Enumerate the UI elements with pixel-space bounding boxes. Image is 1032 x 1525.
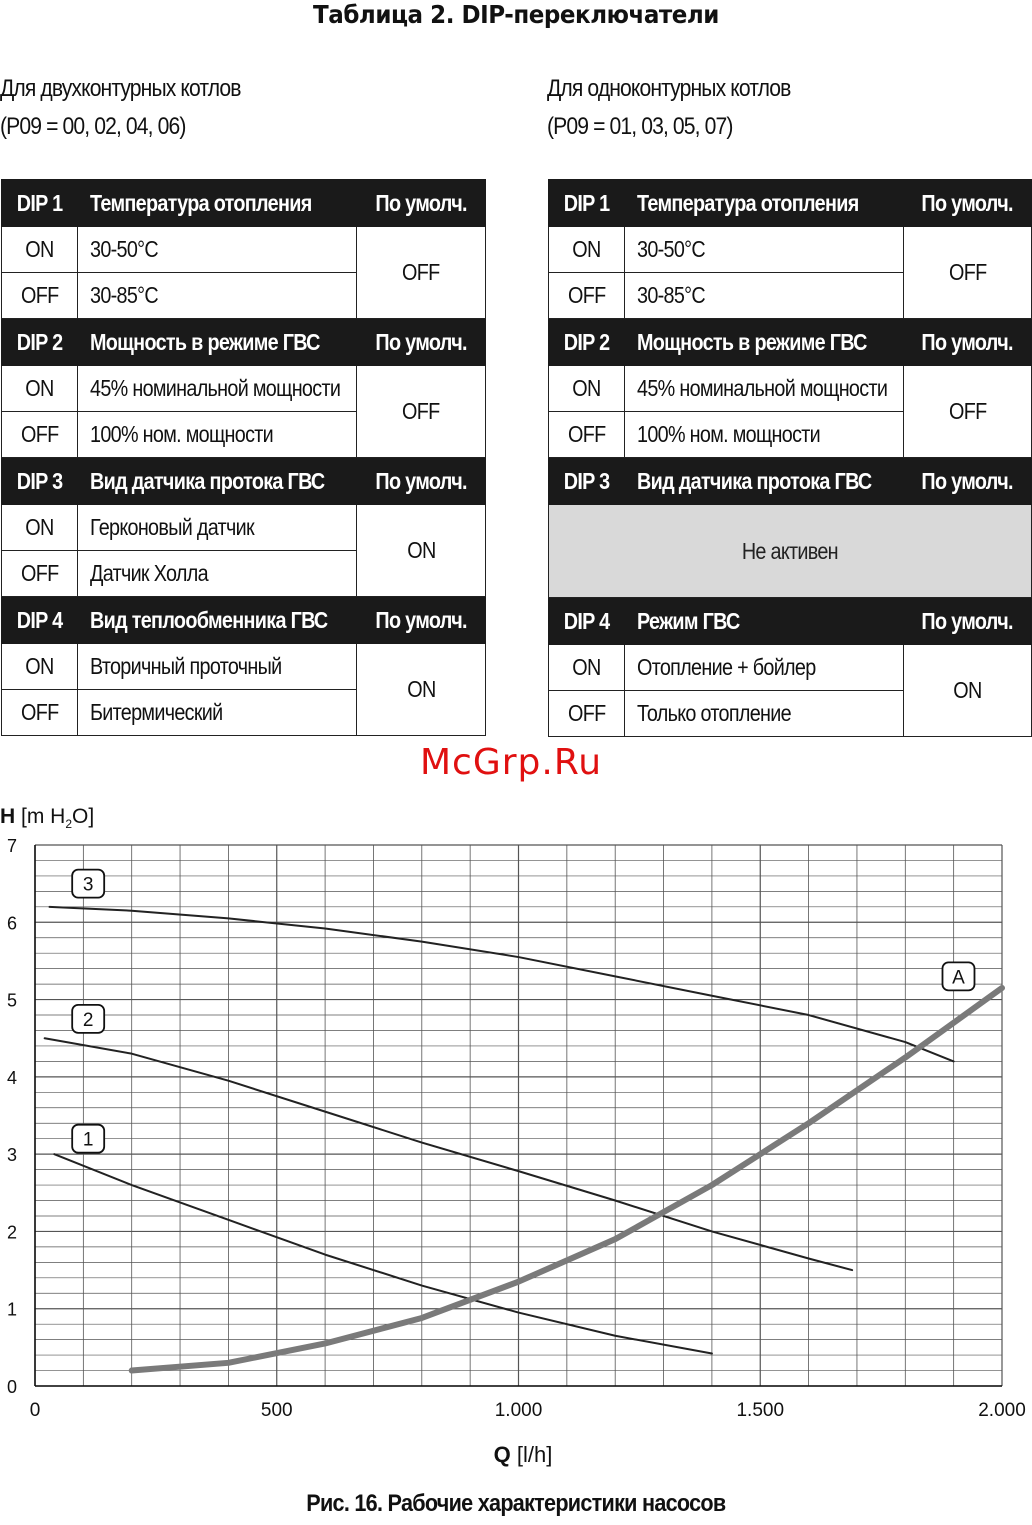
cell-text: DIP 1 — [16, 189, 63, 216]
cell-text: OFF — [567, 282, 606, 308]
series-label-text: 2 — [82, 1009, 94, 1031]
option-description-cell — [625, 273, 904, 319]
dip-number-cell — [2, 458, 78, 505]
cell-text: 30-50°C — [637, 236, 705, 262]
pump-characteristics-chart — [0, 795, 1032, 1475]
x-tick-label: 500 — [260, 1400, 293, 1421]
dip-function-cell — [78, 180, 357, 227]
table-header-row — [549, 598, 1032, 645]
caption-text: Рис. 16. Рабочие характеристики насосов — [306, 1490, 726, 1517]
default-header-cell — [904, 180, 1032, 227]
cell-text: Вид теплообменника ГВС — [90, 606, 328, 633]
cell-text: По умолч. — [921, 189, 1014, 216]
option-description-cell — [78, 505, 357, 551]
option-description-cell — [625, 645, 904, 691]
cell-text: ON — [953, 677, 982, 703]
y-tick-label: 3 — [6, 1145, 18, 1166]
table-header-row — [2, 319, 486, 366]
default-header-cell — [904, 458, 1032, 505]
series-label-text: 3 — [82, 874, 94, 896]
y-tick-label: 4 — [6, 1067, 18, 1088]
dip-function-cell — [625, 319, 904, 366]
inactive-cell — [549, 505, 1032, 598]
dip-number-cell — [2, 597, 78, 644]
dip-number-cell — [2, 180, 78, 227]
cell-text: Вид датчика протока ГВС — [637, 467, 872, 494]
cell-text: Битермический — [90, 699, 223, 725]
x-tick-label: 1.500 — [736, 1400, 785, 1421]
x-tick-label: 1.000 — [494, 1400, 543, 1421]
cell-text: ON — [572, 654, 601, 680]
option-description-cell — [625, 691, 904, 737]
default-header-cell — [357, 458, 486, 505]
x-tick-label: 0 — [29, 1400, 41, 1421]
cell-text: DIP 4 — [563, 607, 610, 634]
dip-function-cell — [78, 597, 357, 644]
option-description-cell — [625, 366, 904, 412]
default-value-cell — [904, 645, 1032, 737]
y-tick-label: 2 — [6, 1222, 18, 1243]
dip-function-cell — [78, 319, 357, 366]
cell-text: ON — [25, 236, 54, 262]
cell-text: DIP 4 — [16, 606, 63, 633]
table-row — [2, 366, 486, 412]
default-value-cell — [904, 366, 1032, 458]
cell-text: 30-85°C — [637, 282, 705, 308]
default-value-cell — [904, 227, 1032, 319]
cell-text: По умолч. — [375, 189, 467, 216]
option-description-cell — [78, 412, 357, 458]
y-axis-label: H [m $H_2O$] — [0, 805, 95, 831]
cell-text: ON — [25, 375, 54, 401]
cell-text: По умолч. — [375, 467, 467, 494]
switch-state-cell — [2, 505, 78, 551]
dip-function-cell — [625, 458, 904, 505]
cell-text: По умолч. — [375, 328, 467, 355]
default-header-cell — [904, 319, 1032, 366]
default-header-cell — [904, 598, 1032, 645]
cell-text: Герконовый датчик — [90, 514, 254, 540]
dip-function-cell — [625, 598, 904, 645]
cell-text: Не активен — [741, 537, 839, 564]
table-header-row — [549, 458, 1032, 505]
y-tick-label: 6 — [6, 913, 18, 934]
table-header-row — [2, 597, 486, 644]
cell-text: Отопление + бойлер — [637, 654, 816, 680]
cell-text: 30-85°C — [90, 282, 158, 308]
cell-text: DIP 3 — [16, 467, 63, 494]
dip-function-cell — [625, 180, 904, 227]
series-line-1 — [54, 1154, 712, 1353]
cell-text: OFF — [20, 560, 59, 586]
x-axis-label: Q [l/h] — [493, 1442, 553, 1467]
option-description-cell — [78, 551, 357, 597]
default-header-cell — [357, 597, 486, 644]
x-tick-label: 2.000 — [978, 1400, 1026, 1421]
default-header-cell — [357, 319, 486, 366]
dip-number-cell — [549, 180, 625, 227]
cell-text: Только отопление — [637, 700, 791, 726]
cell-text: OFF — [948, 259, 987, 285]
dip-number-cell — [549, 598, 625, 645]
table-row — [2, 644, 486, 690]
cell-text: 30-50°C — [90, 236, 158, 262]
cell-text: Мощность в режиме ГВС — [637, 328, 867, 355]
switch-state-cell — [549, 412, 625, 458]
switch-state-cell — [2, 644, 78, 690]
dip-number-cell — [2, 319, 78, 366]
table-header-row — [2, 458, 486, 505]
table-row — [549, 227, 1032, 273]
cell-text: ON — [406, 537, 436, 563]
y-tick-label: 7 — [6, 836, 18, 856]
table-header-row — [2, 180, 486, 227]
figure-caption — [0, 1490, 1032, 1518]
page-title: Таблица 2. DIP-переключатели — [313, 0, 719, 29]
left-heading-line2: (P09 = 00, 02, 04, 06) — [0, 113, 186, 140]
cell-text: DIP 2 — [16, 328, 63, 355]
option-description-cell — [625, 227, 904, 273]
cell-text: ON — [572, 236, 601, 262]
dip-table-dual-circuit — [1, 179, 486, 736]
switch-state-cell — [2, 690, 78, 736]
table-header-row — [549, 180, 1032, 227]
cell-text: OFF — [20, 421, 59, 447]
cell-text: OFF — [567, 700, 606, 726]
cell-text: OFF — [20, 282, 59, 308]
switch-state-cell — [549, 691, 625, 737]
cell-text: OFF — [402, 398, 440, 424]
default-value-cell — [357, 366, 486, 458]
cell-text: DIP 1 — [563, 189, 610, 216]
cell-text: DIP 2 — [563, 328, 610, 355]
option-description-cell — [78, 690, 357, 736]
cell-text: OFF — [20, 699, 59, 725]
cell-text: DIP 3 — [563, 467, 610, 494]
cell-text: OFF — [402, 259, 440, 285]
switch-state-cell — [549, 366, 625, 412]
cell-text: ON — [406, 676, 436, 702]
dip-function-cell — [78, 458, 357, 505]
series-label-text: 1 — [82, 1129, 94, 1151]
cell-text: 45% номинальной мощности — [90, 375, 341, 401]
option-description-cell — [625, 412, 904, 458]
switch-state-cell — [2, 551, 78, 597]
cell-text: 100% ном. мощности — [637, 421, 821, 447]
default-value-cell — [357, 227, 486, 319]
cell-text: Вторичный проточный — [90, 653, 282, 679]
table-row — [2, 505, 486, 551]
y-tick-label: 5 — [6, 990, 18, 1011]
cell-text: ON — [25, 653, 54, 679]
option-description-cell — [78, 644, 357, 690]
cell-text: Температура отопления — [90, 189, 312, 216]
cell-text: Режим ГВС — [637, 607, 740, 634]
cell-text: Температура отопления — [637, 189, 859, 216]
cell-text: ON — [25, 514, 54, 540]
default-header-cell — [357, 180, 486, 227]
cell-text: Мощность в режиме ГВС — [90, 328, 320, 355]
switch-state-cell — [549, 273, 625, 319]
left-section-heading — [0, 70, 273, 146]
cell-text: 100% ном. мощности — [90, 421, 274, 447]
table-row — [2, 227, 486, 273]
series-label-text: A — [952, 967, 965, 989]
cell-text: По умолч. — [921, 467, 1014, 494]
dip-number-cell — [549, 458, 625, 505]
cell-text: По умолч. — [921, 607, 1014, 634]
table-row — [549, 645, 1032, 691]
watermark-text: McGrp.Ru — [420, 742, 603, 783]
default-value-cell — [357, 505, 486, 597]
cell-text: 45% номинальной мощности — [637, 375, 888, 401]
switch-state-cell — [2, 273, 78, 319]
y-tick-label: 1 — [6, 1299, 18, 1320]
dip-table-single-circuit — [548, 179, 1032, 737]
switch-state-cell — [549, 645, 625, 691]
right-heading-line2: (P09 = 01, 03, 05, 07) — [547, 113, 733, 140]
switch-state-cell — [2, 366, 78, 412]
right-section-heading — [547, 70, 824, 146]
cell-text: OFF — [567, 421, 606, 447]
cell-text: По умолч. — [375, 606, 467, 633]
dip-number-cell — [549, 319, 625, 366]
default-value-cell — [357, 644, 486, 736]
cell-text: Вид датчика протока ГВС — [90, 467, 325, 494]
y-tick-label: 0 — [6, 1377, 18, 1397]
switch-state-cell — [2, 412, 78, 458]
cell-text: Датчик Холла — [90, 560, 208, 586]
option-description-cell — [78, 273, 357, 319]
option-description-cell — [78, 227, 357, 273]
cell-text: OFF — [948, 398, 987, 424]
left-heading-line1: Для двухконтурных котлов — [0, 75, 241, 102]
right-heading-line1: Для одноконтурных котлов — [547, 75, 791, 102]
table-row — [549, 366, 1032, 412]
option-description-cell — [78, 366, 357, 412]
switch-state-cell — [549, 227, 625, 273]
cell-text: По умолч. — [921, 328, 1014, 355]
table-header-row — [549, 319, 1032, 366]
cell-text: ON — [572, 375, 601, 401]
table-row — [549, 505, 1032, 598]
switch-state-cell — [2, 227, 78, 273]
